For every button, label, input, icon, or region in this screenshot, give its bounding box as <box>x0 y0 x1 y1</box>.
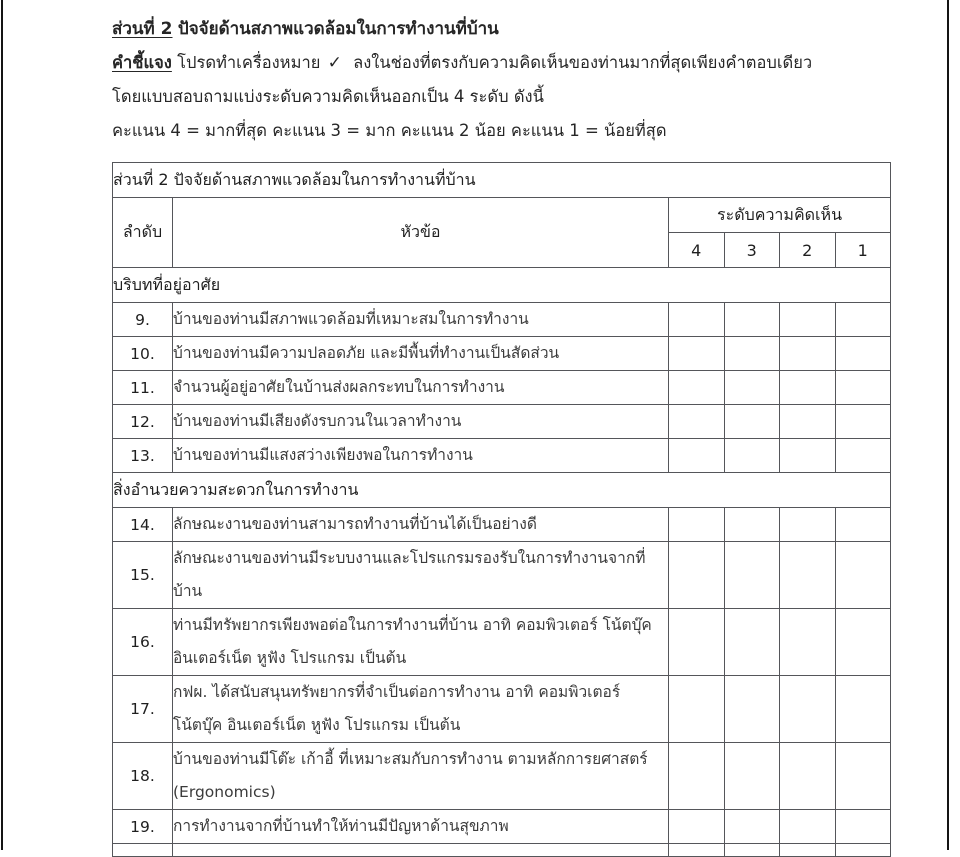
rating-cell-1[interactable] <box>835 609 891 676</box>
rating-cell-2[interactable] <box>780 303 836 337</box>
rating-cell-3[interactable] <box>724 371 780 405</box>
rating-cell-4[interactable] <box>669 439 725 473</box>
rating-cell-1[interactable] <box>835 371 891 405</box>
rating-cell-2[interactable] <box>780 542 836 609</box>
section-title: ปัจจัยด้านสภาพแวดล้อมในการทำงานที่บ้าน <box>177 19 499 39</box>
instruction-after-tick: ลงในช่องที่ตรงกับความคิดเห็นของท่านมากที่สุดเพียงคำตอบเดียว <box>353 53 813 72</box>
instruction-line <box>112 46 890 80</box>
rating-cell-1[interactable] <box>835 676 891 743</box>
instruction-before-tick: โปรดทำเครื่องหมาย <box>177 53 321 72</box>
table-row <box>113 743 891 810</box>
document-sheet <box>112 0 890 857</box>
rating-cell-4[interactable] <box>669 844 725 857</box>
row-number: 18. <box>113 743 173 810</box>
group-title: บริบทที่อยู่อาศัย <box>113 268 891 303</box>
table-row-clipped <box>113 844 891 857</box>
scale-header-3: 3 <box>724 233 780 268</box>
intro-block <box>112 0 890 148</box>
rating-cell-4[interactable] <box>669 609 725 676</box>
questionnaire-table <box>112 162 891 857</box>
section-heading <box>112 12 890 46</box>
rating-cell-1[interactable] <box>835 303 891 337</box>
rating-cell-1[interactable] <box>835 810 891 844</box>
questionnaire-table-body <box>113 163 891 857</box>
table-caption: ส่วนที่ 2 ปัจจัยด้านสภาพแวดล้อมในการทำงานที่บ้าน <box>113 163 891 198</box>
group-title: สิ่งอำนวยความสะดวกในการทำงาน <box>113 473 891 508</box>
rating-cell-4[interactable] <box>669 371 725 405</box>
table-row <box>113 371 891 405</box>
rating-cell-1[interactable] <box>835 743 891 810</box>
row-topic: ลักษณะงานของท่านสามารถทำงานที่บ้านได้เป็นอย่างดี <box>173 508 669 542</box>
rating-cell-4[interactable] <box>669 743 725 810</box>
rating-cell-3[interactable] <box>724 439 780 473</box>
header-col-scale: ระดับความคิดเห็น <box>669 198 891 233</box>
rating-cell-2[interactable] <box>780 743 836 810</box>
table-row <box>113 609 891 676</box>
scale-legend-line: คะแนน 4 = มากที่สุด คะแนน 3 = มาก คะแนน 2 น้อย คะแนน 1 = น้อยที่สุด <box>112 121 667 140</box>
row-number: 9. <box>113 303 173 337</box>
page-edge-right <box>947 0 949 850</box>
rating-cell-2[interactable] <box>780 810 836 844</box>
group-header-row <box>113 473 891 508</box>
rating-cell-1[interactable] <box>835 337 891 371</box>
rating-cell-1[interactable] <box>835 405 891 439</box>
rating-cell-2[interactable] <box>780 508 836 542</box>
table-row <box>113 337 891 371</box>
instruction-label: คำชี้แจง <box>112 53 172 72</box>
rating-cell-2[interactable] <box>780 371 836 405</box>
table-caption-row <box>113 163 891 198</box>
table-row <box>113 508 891 542</box>
rating-cell-2[interactable] <box>780 844 836 857</box>
group-header-row <box>113 268 891 303</box>
row-number: 11. <box>113 371 173 405</box>
row-topic: บ้านของท่านมีเสียงดังรบกวนในเวลาทำงาน <box>173 405 669 439</box>
rating-cell-3[interactable] <box>724 303 780 337</box>
rating-cell-3[interactable] <box>724 337 780 371</box>
header-col-no: ลำดับ <box>113 198 173 268</box>
row-number: 10. <box>113 337 173 371</box>
rating-cell-1[interactable] <box>835 542 891 609</box>
row-number: 14. <box>113 508 173 542</box>
scale-header-2: 2 <box>780 233 836 268</box>
rating-cell-1[interactable] <box>835 439 891 473</box>
row-number: 19. <box>113 810 173 844</box>
row-number: 15. <box>113 542 173 609</box>
header-col-topic: หัวข้อ <box>173 198 669 268</box>
rating-cell-3[interactable] <box>724 676 780 743</box>
table-row <box>113 439 891 473</box>
rating-cell-4[interactable] <box>669 405 725 439</box>
rating-cell-2[interactable] <box>780 405 836 439</box>
row-topic: บ้านของท่านมีโต๊ะ เก้าอี้ ที่เหมาะสมกับการทำงาน ตามหลักการยศาสตร์ (Ergonomics) <box>173 743 669 810</box>
table-header-row-top <box>113 198 891 233</box>
scale-header-1: 1 <box>835 233 891 268</box>
row-topic: ท่านมีทรัพยากรเพียงพอต่อในการทำงานที่บ้าน อาทิ คอมพิวเตอร์ โน้ตบุ๊ค อินเตอร์เน็ต หูฟัง โปรแกรม เป็นต้น <box>173 609 669 676</box>
rating-cell-4[interactable] <box>669 676 725 743</box>
row-topic: ลักษณะงานของท่านมีระบบงานและโปรแกรมรองรับในการทำงานจากที่บ้าน <box>173 542 669 609</box>
table-row <box>113 303 891 337</box>
scale-header-4: 4 <box>669 233 725 268</box>
rating-cell-1[interactable] <box>835 844 891 857</box>
row-number: 13. <box>113 439 173 473</box>
row-number: 12. <box>113 405 173 439</box>
rating-cell-2[interactable] <box>780 609 836 676</box>
rating-cell-2[interactable] <box>780 439 836 473</box>
rating-cell-3[interactable] <box>724 405 780 439</box>
table-row <box>113 405 891 439</box>
row-topic: จำนวนผู้อยู่อาศัยในบ้านส่งผลกระทบในการทำงาน <box>173 371 669 405</box>
rating-cell-1[interactable] <box>835 508 891 542</box>
rating-cell-4[interactable] <box>669 303 725 337</box>
rating-cell-3[interactable] <box>724 743 780 810</box>
row-topic: บ้านของท่านมีสภาพแวดล้อมที่เหมาะสมในการทำงาน <box>173 303 669 337</box>
table-row <box>113 810 891 844</box>
rating-cell-4[interactable] <box>669 542 725 609</box>
rating-cell-3[interactable] <box>724 542 780 609</box>
row-topic <box>173 844 669 857</box>
rating-cell-3[interactable] <box>724 844 780 857</box>
rating-cell-4[interactable] <box>669 508 725 542</box>
row-topic: กฟผ. ได้สนับสนุนทรัพยากรที่จำเป็นต่อการทำงาน อาทิ คอมพิวเตอร์ โน้ตบุ๊ค อินเตอร์เน็ต หูฟัง โปรแกรม เป็นต้น <box>173 676 669 743</box>
row-topic: บ้านของท่านมีแสงสว่างเพียงพอในการทำงาน <box>173 439 669 473</box>
section-label: ส่วนที่ 2 <box>112 19 173 39</box>
table-row <box>113 542 891 609</box>
rating-cell-3[interactable] <box>724 508 780 542</box>
row-topic: บ้านของท่านมีความปลอดภัย และมีพื้นที่ทำงานเป็นสัดส่วน <box>173 337 669 371</box>
rating-cell-4[interactable] <box>669 337 725 371</box>
rating-cell-2[interactable] <box>780 337 836 371</box>
rating-cell-3[interactable] <box>724 609 780 676</box>
rating-cell-4[interactable] <box>669 810 725 844</box>
row-number <box>113 844 173 857</box>
rating-cell-3[interactable] <box>724 810 780 844</box>
page-edge-left <box>1 0 3 850</box>
row-topic: การทำงานจากที่บ้านทำให้ท่านมีปัญหาด้านสุขภาพ <box>173 810 669 844</box>
rating-cell-2[interactable] <box>780 676 836 743</box>
checkmark-icon: ✓ <box>327 53 342 73</box>
table-row <box>113 676 891 743</box>
scale-intro-line: โดยแบบสอบถามแบ่งระดับความคิดเห็นออกเป็น 4 ระดับ ดังนี้ <box>112 87 544 106</box>
row-number: 17. <box>113 676 173 743</box>
row-number: 16. <box>113 609 173 676</box>
